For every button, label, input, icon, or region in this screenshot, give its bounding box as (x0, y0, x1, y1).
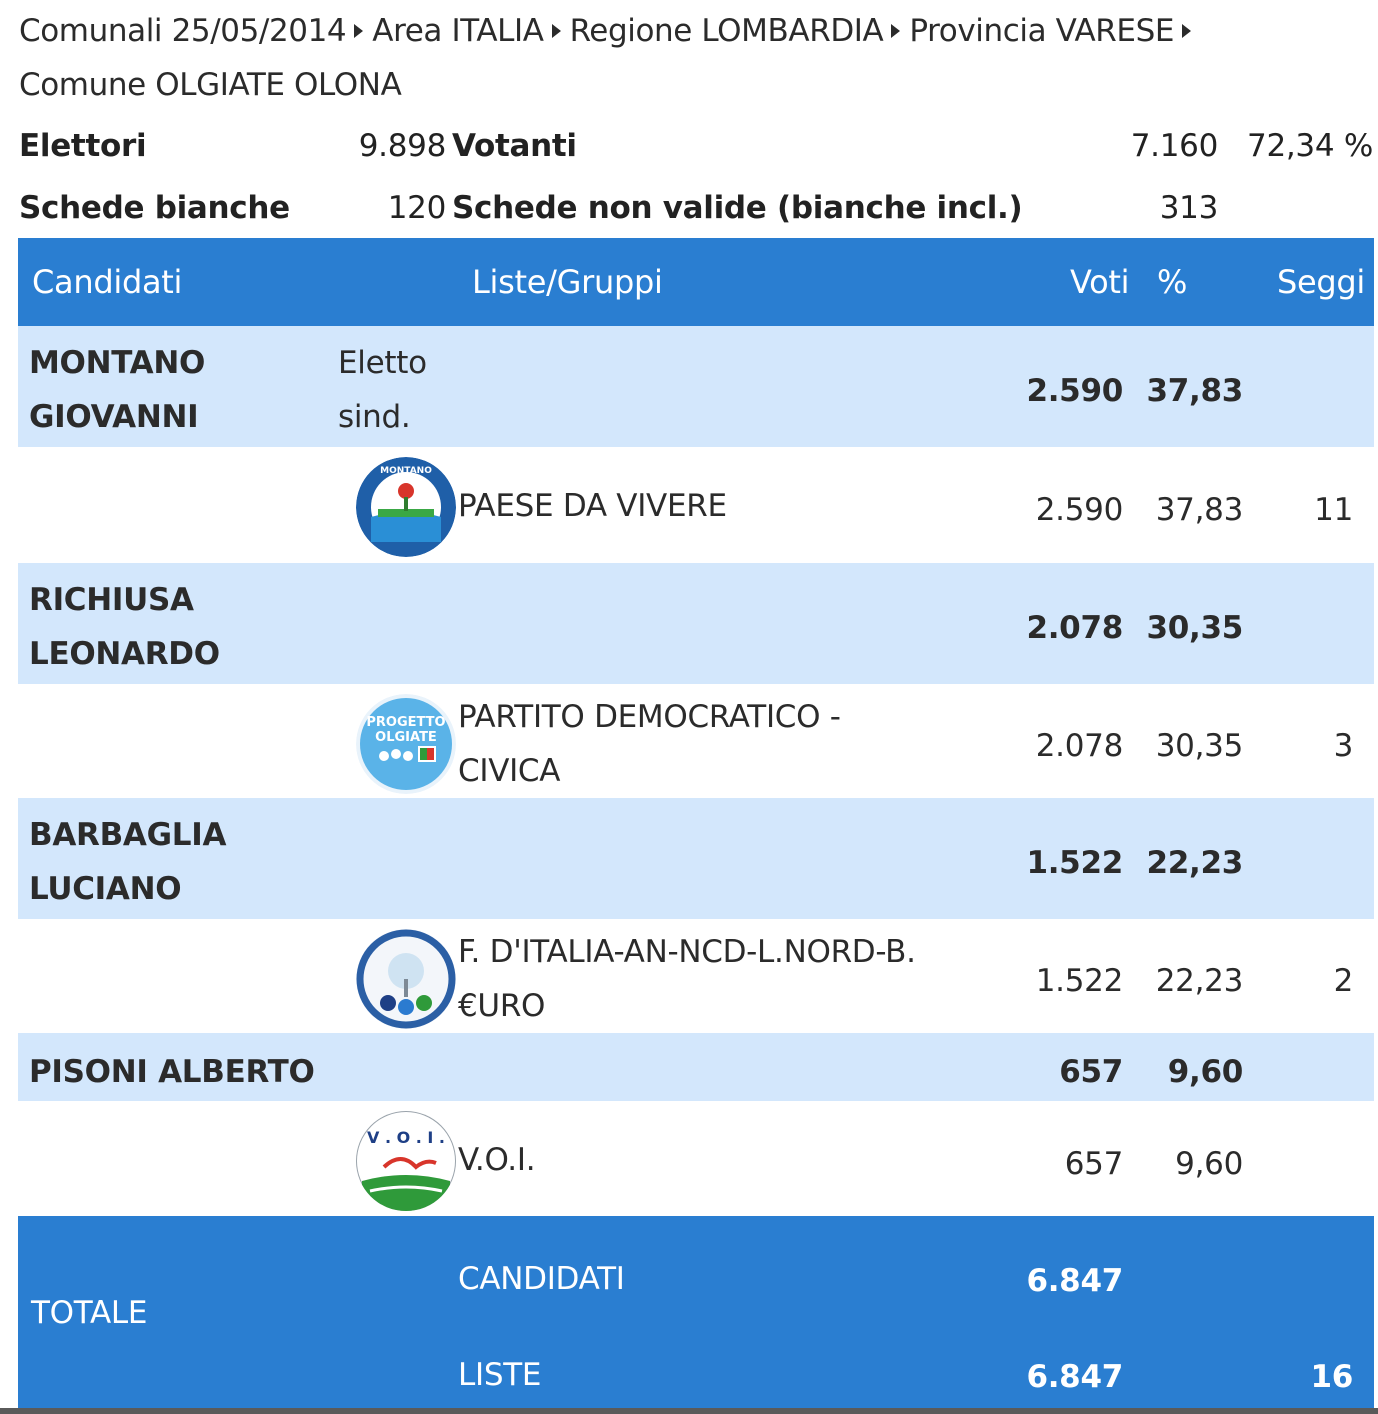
svg-text:MONTANO: MONTANO (380, 466, 432, 476)
bottom-divider (0, 1408, 1378, 1414)
totale-candidati-label: CANDIDATI (458, 1261, 625, 1297)
list-seats: 2 (1333, 963, 1353, 999)
list-votes: 2.078 (1035, 728, 1123, 764)
totale-liste-label: LISTE (458, 1357, 542, 1393)
votanti-value: 7.160 (1130, 128, 1218, 164)
voi-logo-icon (356, 1111, 456, 1211)
voi-logo (356, 1111, 456, 1211)
svg-text:OLGIATE: OLGIATE (375, 730, 437, 745)
candidate-name: PISONI ALBERTO (29, 1054, 315, 1090)
list-row (18, 684, 1374, 798)
candidate-percentage: 37,83 (1146, 373, 1243, 409)
header-voti: Voti (1070, 263, 1130, 301)
list-name: F. D'ITALIA-AN-NCD-L.NORD-B.€URO (458, 934, 916, 1024)
totale-candidati-votes: 6.847 (1026, 1263, 1123, 1299)
breadcrumb-province[interactable]: Provincia VARESE (909, 13, 1175, 49)
results-table-header (18, 238, 1374, 326)
candidate-name: MONTANO GIOVANNI (29, 345, 206, 435)
candidate-votes: 2.078 (1026, 610, 1123, 646)
breadcrumb-area[interactable]: Area ITALIA (372, 13, 544, 49)
elettori-label: Elettori (19, 128, 147, 164)
breadcrumb (19, 4, 1369, 112)
schede-bianche-value: 120 (387, 190, 446, 226)
list-votes: 2.590 (1035, 492, 1123, 528)
totale-section (18, 1216, 1374, 1414)
candidate-votes: 2.590 (1026, 373, 1123, 409)
totale-liste-seats: 16 (1310, 1359, 1353, 1395)
montano-sindaco-logo (356, 457, 456, 557)
breadcrumb-comune: Comune OLGIATE OLONA (19, 67, 402, 103)
list-percentage: 9,60 (1175, 1146, 1243, 1182)
svg-text:PROGETTO: PROGETTO (366, 715, 446, 730)
list-percentage: 22,23 (1155, 963, 1243, 999)
list-name: PAESE DA VIVERE (458, 488, 727, 524)
schede-non-valide-label: Schede non valide (bianche incl.) (452, 190, 1023, 226)
breadcrumb-separator-icon (1182, 24, 1191, 38)
breadcrumb-region[interactable]: Regione LOMBARDIA (569, 13, 884, 49)
list-seats: 3 (1333, 728, 1353, 764)
header-candidati: Candidati (32, 263, 183, 301)
fare-per-olgiate-logo-icon (356, 929, 456, 1029)
list-seats: 11 (1314, 492, 1353, 528)
breadcrumb-separator-icon (552, 24, 561, 38)
breadcrumb-election[interactable]: Comunali 25/05/2014 (19, 13, 347, 49)
candidate-name: RICHIUSA LEONARDO (29, 582, 220, 672)
candidate-row (18, 798, 1374, 919)
list-row (18, 447, 1374, 563)
progetto-olgiate-logo (356, 694, 456, 794)
montano-sindaco-logo-icon (356, 457, 456, 557)
list-row (18, 1101, 1374, 1216)
candidate-name: BARBAGLIA LUCIANO (29, 817, 227, 907)
breadcrumb-separator-icon (891, 24, 900, 38)
totale-label: TOTALE (31, 1295, 148, 1331)
list-name: PARTITO DEMOCRATICO - CIVICA (458, 699, 841, 789)
totale-liste-votes: 6.847 (1026, 1359, 1123, 1395)
list-name: V.O.I. (458, 1142, 536, 1178)
list-votes: 1.522 (1035, 963, 1123, 999)
header-percent: % (1157, 263, 1188, 301)
breadcrumb-separator-icon (354, 24, 363, 38)
elettori-value: 9.898 (358, 128, 446, 164)
list-percentage: 30,35 (1155, 728, 1243, 764)
votanti-label: Votanti (452, 128, 577, 164)
votanti-percentage: 72,34 % (1247, 128, 1373, 164)
candidate-row (18, 1033, 1374, 1101)
candidate-percentage: 22,23 (1146, 845, 1243, 881)
candidate-votes: 657 (1059, 1054, 1123, 1090)
candidate-percentage: 30,35 (1146, 610, 1243, 646)
schede-non-valide-value: 313 (1159, 190, 1218, 226)
fare-per-olgiate-logo (356, 929, 456, 1029)
list-row (18, 919, 1374, 1033)
schede-bianche-label: Schede bianche (19, 190, 290, 226)
list-percentage: 37,83 (1155, 492, 1243, 528)
elected-status: Eletto sind. (338, 345, 427, 435)
svg-text:V . O . I .: V . O . I . (366, 1128, 446, 1147)
header-liste: Liste/Gruppi (472, 263, 663, 301)
candidate-percentage: 9,60 (1167, 1054, 1243, 1090)
candidate-row (18, 563, 1374, 684)
list-votes: 657 (1064, 1146, 1123, 1182)
progetto-olgiate-logo-icon (356, 694, 456, 794)
candidate-votes: 1.522 (1026, 845, 1123, 881)
header-seggi: Seggi (1277, 263, 1366, 301)
candidate-row (18, 326, 1374, 447)
